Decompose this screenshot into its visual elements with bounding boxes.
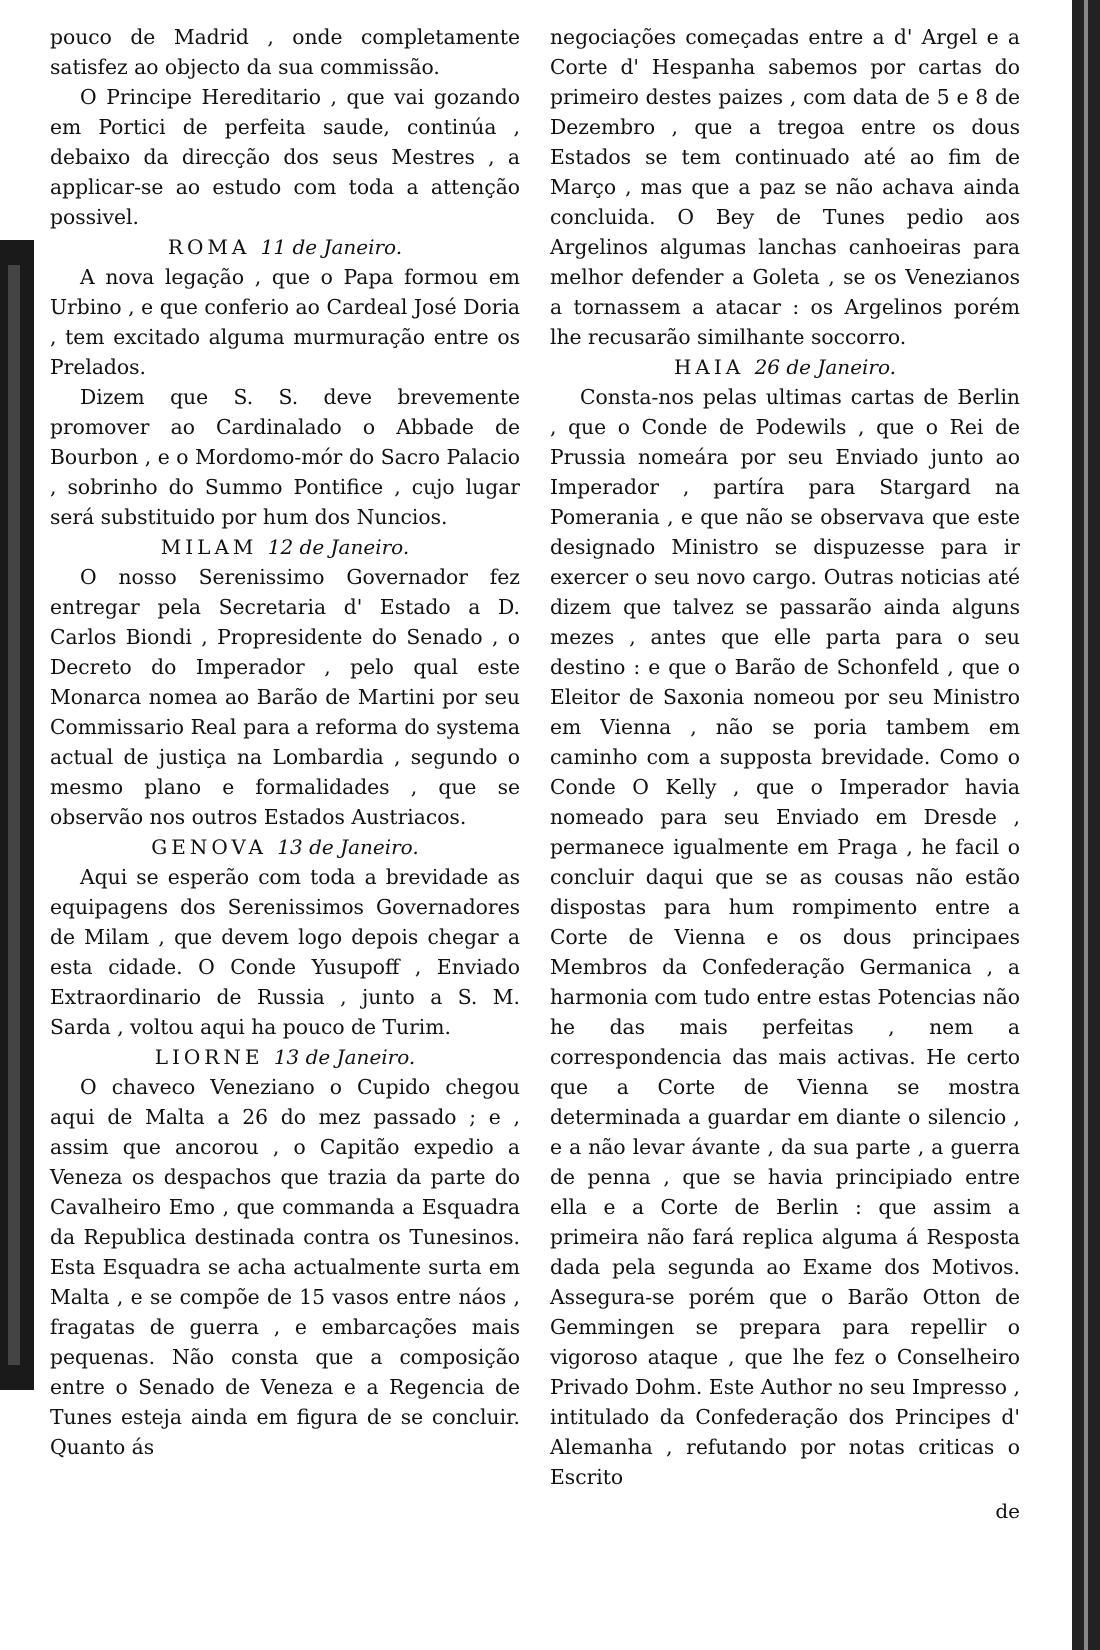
binding-shadow: [8, 265, 20, 1365]
dateline-date: 13 de Janeiro.: [273, 1045, 416, 1069]
dateline-date: 26 de Janeiro.: [754, 355, 897, 379]
right-column: [550, 22, 1020, 1526]
catchword: de: [995, 1499, 1020, 1523]
article-paragraph: O Principe Hereditario , que vai gozando em Portici de perfeita saude, continúa , debaixo da direcção dos seus Mestres , a applicar-se ao estudo com toda a attenção possivel.: [50, 85, 520, 229]
dateline-date: 13 de Janeiro.: [277, 835, 419, 859]
dateline-city: HAIA: [673, 355, 745, 379]
dateline-city: MILAM: [160, 535, 258, 559]
page-edge-line: [1084, 0, 1088, 1650]
article-paragraph: pouco de Madrid , onde completamente satisfez ao objecto da sua commissão.: [50, 25, 520, 79]
article-paragraph: negociações começadas entre a d' Argel e a Corte d' Hespanha sabemos por cartas do primeiro destes paizes , com data de 5 e 8 de Dezembro , que a tregoa entre os dous Estados se tem continuado até ao fim de Março , mas que a paz se não achava ainda concluida. O Bey de Tunes pedio aos Argelinos algumas lanchas canhoeiras para melhor defender a Goleta , se os Venezianos a tornassem a atacar : os Argelinos porém lhe recusarão similhante soccorro.: [550, 25, 1020, 349]
article-paragraph: O chaveco Veneziano o Cupido chegou aqui de Malta a 26 do mez passado ; e , assim que ancorou , o Capitão expedio a Veneza os despachos que trazia da parte do Cavalheiro Emo , que commanda a Esquadra da Republica destinada contra os Tunesinos. Esta Esquadra se acha actualmente surta em Malta , e se compõe de 15 vasos entre náos , fragatas de guerra , e embarcações mais pequenas. Não consta que a composição entre o Senado de Veneza e a Regencia de Tunes esteja ainda em figura de se concluir. Quanto ás: [50, 1075, 520, 1459]
newspaper-page: [50, 22, 1040, 1632]
dateline-liorne: [50, 1042, 520, 1072]
left-column: [50, 22, 520, 1462]
page-edge: [1072, 0, 1100, 1650]
dateline-date: 12 de Janeiro.: [267, 535, 410, 559]
article-paragraph: Consta-nos pelas ultimas cartas de Berlin , que o Conde de Podewils , que o Rei de Prussia nomeára por seu Enviado junto ao Imperador , partíra para Stargard na Pomerania , e que não se observava que este designado Ministro se dispuzesse para ir exercer o seu novo cargo. Outras noticias até dizem que talvez se passarão ainda alguns mezes , antes que elle parta para o seu destino : e que o Barão de Schonfeld , que o Eleitor de Saxonia nomeou por seu Ministro em Vienna , não se poria tambem em caminho com a supposta brevidade. Como o Conde O Kelly , que o Imperador havia nomeado para seu Enviado em Dresde , permanece igualmente em Praga , he facil o concluir daqui que se as cousas não estão dispostas para hum rompimento entre a Corte de Vienna e os dous principaes Membros da Confederação Germanica , a harmonia com tudo entre estas Potencias não he das mais perfeitas , nem a correspondencia das mais activas. He certo que a Corte de Vienna se mostra determinada a guardar em diante o silencio , e a não levar ávante , da sua parte , a guerra de penna , que se havia principiado entre ella e a Corte de Berlin : que assim a primeira não fará replica alguma á Resposta dada pela segunda ao Exame dos Motivos. Assegura-se porém que o Barão Otton de Gemmingen se prepara para repellir o vigoroso ataque , que lhe fez o Conselheiro Privado Dohm. Este Author no seu Impresso , intitulado da Confederação dos Principes d' Alemanha , refutando por notas criticas o Escrito: [550, 385, 1020, 1489]
dateline-genova: [50, 832, 520, 862]
article-paragraph: Dizem que S. S. deve brevemente promover ao Cardinalado o Abbade de Bourbon , e o Mordomo-mór do Sacro Palacio , sobrinho do Summo Pontifice , cujo lugar será substituido por hum dos Nuncios.: [50, 385, 520, 529]
article-paragraph: A nova legação , que o Papa formou em Urbino , e que conferio ao Cardeal José Doria , tem excitado alguma murmuração entre os Prelados.: [50, 265, 520, 379]
dateline-milam: [50, 532, 520, 562]
article-paragraph: O nosso Serenissimo Governador fez entregar pela Secretaria d' Estado a D. Carlos Biondi , Propresidente do Senado , o Decreto do Imperador , pelo qual este Monarca nomea ao Barão de Martini por seu Commissario Real para a reforma do systema actual de justiça na Lombardia , segundo o mesmo plano e formalidades , que se observão nos outros Estados Austriacos.: [50, 565, 520, 829]
dateline-roma: [50, 232, 520, 262]
dateline-city: LIORNE: [154, 1045, 264, 1069]
dateline-city: GENOVA: [151, 835, 267, 859]
dateline-city: ROMA: [167, 235, 251, 259]
dateline-haia: [550, 352, 1020, 382]
dateline-date: 11 de Janeiro.: [260, 235, 403, 259]
article-paragraph: Aqui se esperão com toda a brevidade as equipagens dos Serenissimos Governadores de Milam , que devem logo depois chegar a esta cidade. O Conde Yusupoff , Enviado Extraordinario de Russia , junto a S. M. Sarda , voltou aqui ha pouco de Turim.: [50, 865, 520, 1039]
